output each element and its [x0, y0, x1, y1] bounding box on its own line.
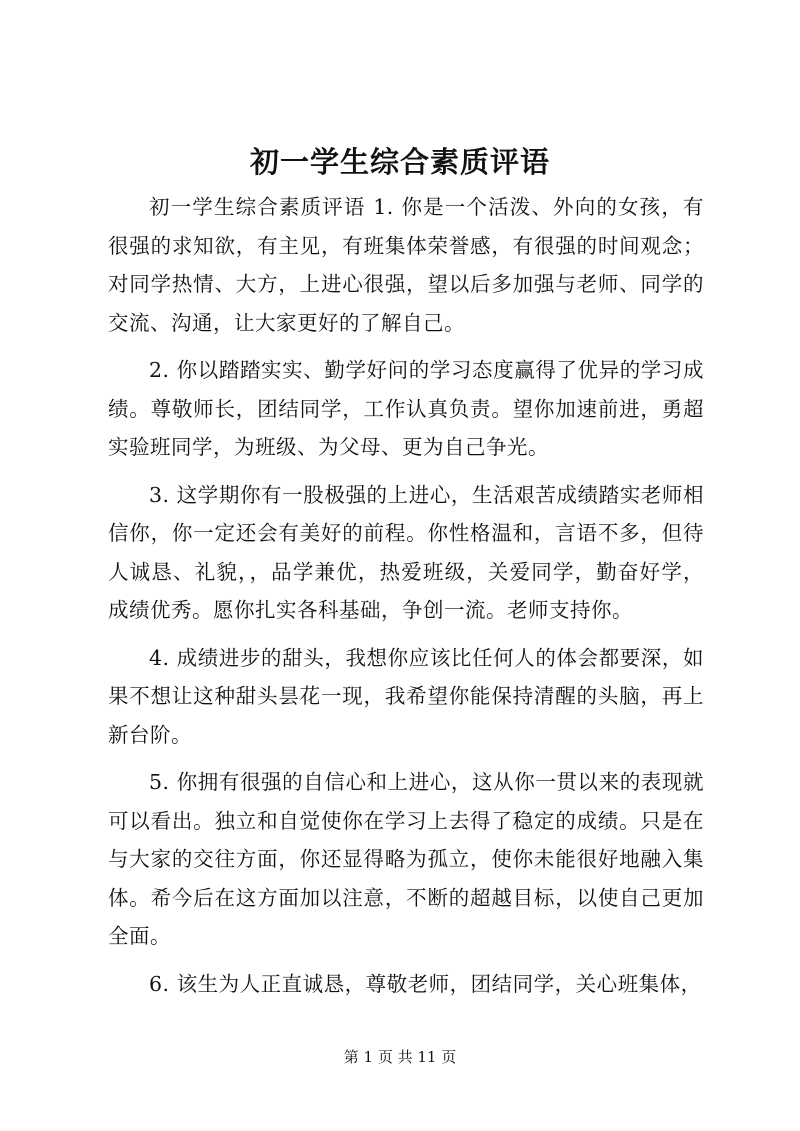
document-title: 初一学生综合素质评语: [249, 145, 550, 179]
page-footer: 第 1 页 共 11 页: [343, 1048, 457, 1066]
paragraph-3: 3. 这学期你有一股极强的上进心，生活艰苦成绩踏实老师相信你，你一定还会有美好的前程。你性格温和，言语不多，但待人诚恳、礼貌，，品学兼优，热爱班级，关爱同学，勤奋好学，成绩优秀。愿你扎实各科基础，争创一流。老师支持你。: [108, 482, 704, 622]
document-body: [108, 188, 704, 1012]
paragraph-2: 2. 你以踏踏实实、勤学好问的学习态度赢得了优异的学习成绩。尊敬师长，团结同学，工作认真负责。望你加速前进，勇超实验班同学，为班级、为父母、更为自己争光。: [108, 358, 704, 459]
paragraph-5: 5. 你拥有很强的自信心和上进心，这从你一贯以来的表现就可以看出。独立和自觉使你在学习上去得了稳定的成绩。只是在与大家的交往方面，你还显得略为孤立，使你未能很好地融入集体。希今后在这方面加以注意，不断的超越目标，以使自己更加全面。: [108, 770, 704, 948]
paragraph-1: 初一学生综合素质评语 1. 你是一个活泼、外向的女孩，有很强的求知欲，有主见，有班集体荣誉感，有很强的时间观念；对同学热情、大方，上进心很强，望以后多加强与老师、同学的交流、沟通，让大家更好的了解自己。: [108, 195, 704, 335]
paragraph-4: 4. 成绩进步的甜头，我想你应该比任何人的体会都要深，如果不想让这种甜头昙花一现，我希望你能保持清醒的头脑，再上新台阶。: [108, 645, 704, 747]
paragraph-6: 6. 该生为人正直诚恳，尊敬老师，团结同学，关心班集体，: [149, 971, 702, 996]
